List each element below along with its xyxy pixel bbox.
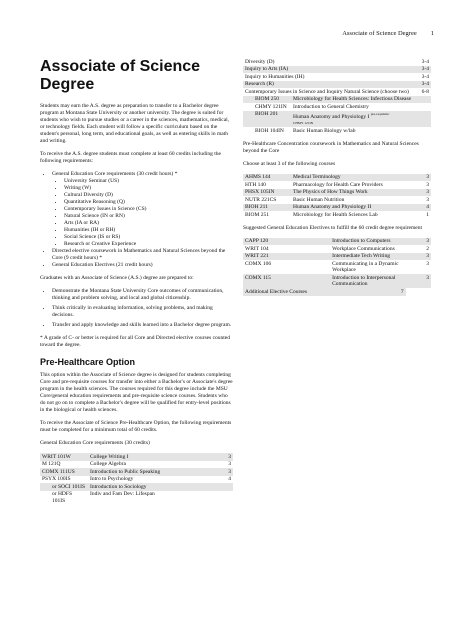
- table-row: [40, 453, 233, 461]
- receive-paragraph: To receive the A.S. degree students must complete at least 60 credits including the following requirements:: [40, 151, 221, 164]
- outcome-item: • Demonstrate the Montana State University Core outcomes of communication, thinking and problem solving, and local and global citizenship.: [52, 288, 233, 302]
- course-code: HTH 140: [245, 181, 266, 188]
- requirement-name: Diversity (D): [245, 58, 275, 65]
- course-name: [291, 103, 431, 111]
- table-row: [243, 58, 431, 66]
- table-row: [243, 211, 431, 219]
- course-name: Indiv and Fam Dev: Lifespan: [90, 491, 155, 497]
- table-row: [243, 260, 431, 274]
- page-number: 1: [430, 30, 434, 37]
- table-row: [243, 88, 431, 96]
- table-row: [243, 66, 431, 74]
- course-code: or SOCI 101IS: [40, 483, 88, 491]
- course-name: Human Anatomy and Physiology II: [291, 204, 417, 212]
- req-core: • General Education Core requirements (30 credit hours) * • University Seminar (US) • Writing (W) • Cultural Diversity (D) • Quantitative Reasoning (Q) • Contemporary Issues in Science (CS) • Natural Science (IN or RN) • Arts (IA or RA) • Humanities (IH or RH) • Social Science (IS or RS) • Research or Creative Experience: [52, 171, 233, 248]
- core-item: • Contemporary Issues in Science (CS): [64, 206, 233, 213]
- additional-credits: 7: [330, 288, 405, 296]
- requirement-name: Contemporary Issues in Science and Inquiry Natural Science (choose two): [245, 88, 409, 95]
- core-table-title: General Education Core requirements (30 credits): [40, 440, 150, 446]
- course-credits: 3: [426, 181, 429, 188]
- course-credits: [219, 491, 233, 505]
- req-electives: • General Education Electives (21 credit hours): [52, 262, 233, 269]
- course-name: Basic Human Nutrition: [293, 196, 345, 203]
- choose-paragraph: Choose at least 3 of the following courses: [243, 160, 336, 167]
- running-header: [342, 30, 434, 37]
- course-credits: 3: [426, 260, 429, 267]
- page-title: Associate of Science Degree: [40, 58, 201, 93]
- course-title: Basic Human Biology w/lab: [293, 127, 356, 134]
- intro-paragraph: Students may earn the A.S. degree as preparation to transfer to a Bachelor degree program at Montana State University or another university. The degree is suited for students who wish to pursue studies or a career in the sciences, mathematics, medical, or technology fields. Each student will follow a specific curriculum based on the student's personal, long term, and educational goals, as well as entering skills in math and writing.: [40, 103, 230, 144]
- concentration-paragraph: Pre-Healthcare Concentration coursework in Mathematics and Natural Sciences beyond the Core: [243, 140, 419, 154]
- table-row: [243, 111, 431, 128]
- suggested-table: [243, 238, 431, 296]
- course-name: College Writing I: [88, 453, 219, 461]
- core-item: • Research or Creative Experience: [64, 241, 233, 248]
- table-row: [243, 103, 431, 111]
- course-name: [291, 111, 431, 128]
- course-code: WRIT 221: [243, 253, 330, 261]
- core-item: • Writing (W): [64, 185, 233, 192]
- course-code: BIOM 250: [243, 96, 291, 104]
- table-row: [243, 96, 431, 104]
- table-row: [40, 476, 233, 484]
- prehealth-paragraph-1: This option within the Associate of Science degree is designed for students completing Core and pre-requisite courses for transfer into either a Bachelor's or Associate's degree program in the health sciences. The courses required for this degree include the MSU Core/general education requirements and pre-requisite science courses. Students who do not go on to complete a Bachelor's degree will be qualified for entry-level positions in the biological or health sciences.: [40, 372, 233, 413]
- outcome-item: • Think critically in evaluating information, solving problems, and making decisions.: [52, 305, 233, 319]
- right-column: [243, 58, 431, 296]
- core-item: • Cultural Diversity (D): [64, 192, 233, 199]
- table-row: [40, 483, 233, 491]
- course-name: [291, 96, 431, 104]
- requirement-credits: 3-4: [417, 81, 431, 89]
- course-credits: 3: [417, 189, 431, 197]
- course-name: [291, 127, 431, 135]
- course-name: Workplace Communications: [332, 245, 395, 252]
- course-code: COMX 106: [245, 260, 272, 267]
- additional-name: Additional Elective Courses: [243, 288, 330, 296]
- course-title: Introduction to General Chemistry: [293, 103, 369, 110]
- course-code: BIOH 211: [243, 204, 291, 212]
- table-row: [40, 491, 233, 505]
- requirements-list: [40, 171, 233, 269]
- requirement-credits: 3-4: [417, 66, 431, 74]
- table-row: [243, 274, 431, 288]
- course-code: BIOM 251: [245, 211, 269, 218]
- table-row: [40, 468, 233, 476]
- left-column: [40, 58, 233, 505]
- course-name: Intermediate Tech Writing: [330, 253, 405, 261]
- outcomes-list: [40, 288, 233, 329]
- course-credits: 3: [406, 238, 431, 246]
- course-credits: 4: [417, 204, 431, 212]
- course-name: Intro to Psychology: [90, 476, 134, 482]
- course-credits: 3: [219, 453, 233, 461]
- table-row: [40, 461, 233, 469]
- course-code: BIOH 104IN: [255, 127, 284, 134]
- table-row: [243, 238, 431, 246]
- course-title: Human Anatomy and Physiology I: [293, 113, 370, 120]
- course-credits: 2: [426, 245, 429, 252]
- requirement-credits: 3-4: [421, 58, 429, 65]
- course-code: PSYX 100IS: [42, 476, 71, 482]
- core-items-list: [52, 178, 233, 248]
- course-name: Introduction to Public Speaking: [88, 468, 219, 476]
- course-name: Communicating in a Dynamic Workplace: [332, 260, 399, 274]
- table-row: [243, 204, 431, 212]
- prerequisite-note: pre-requisite:: [370, 112, 390, 116]
- course-code: CAPP 120: [243, 238, 330, 246]
- course-credits: 3: [228, 461, 231, 467]
- core-item: • Arts (IA or RA): [64, 220, 233, 227]
- table-row: [243, 253, 431, 261]
- course-name: College Algebra: [90, 461, 126, 467]
- course-credits: 3: [426, 196, 429, 203]
- table-row: [243, 181, 431, 189]
- course-credits: 3: [417, 174, 431, 182]
- requirement-credits: 3-4: [421, 73, 429, 80]
- course-code: WRIT 104: [245, 245, 269, 252]
- table-row: [243, 127, 431, 135]
- course-code: CHMY 121IN: [255, 103, 287, 110]
- course-name: Introduction to Computers: [330, 238, 405, 246]
- prehealth-heading: Pre-Healthcare Option: [40, 357, 136, 367]
- requirement-name: Research (R): [243, 81, 417, 89]
- course-credits: 1: [426, 211, 429, 218]
- table-row: [243, 245, 431, 253]
- course-credits: 3: [219, 468, 233, 476]
- course-code: PHSX 105IN: [243, 189, 291, 197]
- core-item: • Quantitative Reasoning (Q): [64, 199, 233, 206]
- requirement-name: Inquiry to Arts (IA): [243, 66, 417, 74]
- core-table: [40, 453, 233, 505]
- footnote: * A grade of C- or better is required for all Core and Directed elective courses counted toward the degree.: [40, 335, 230, 348]
- core-item: • Humanities (IH or RH): [64, 227, 233, 234]
- prerequisite-course: CHMY 121IN: [293, 121, 314, 126]
- course-code: BIOH 201: [243, 111, 291, 128]
- table-row: [243, 81, 431, 89]
- course-name: The Physics of How Things Work: [291, 189, 417, 197]
- course-code: COMX 115: [243, 274, 330, 288]
- requirement-name: Inquiry to Humanities (IH): [245, 73, 305, 80]
- course-credits: [219, 483, 233, 491]
- course-code: WRIT 101W: [40, 453, 88, 461]
- course-title: Microbiology for Health Sciences: Infectious Disease: [293, 96, 412, 102]
- course-name: Microbiology for Health Sciences Lab: [293, 211, 378, 218]
- course-code: NUTR 221CS: [245, 196, 277, 203]
- choose-table: [243, 174, 431, 219]
- graduates-paragraph: Graduates with an Associate of Science (A.S.) degree are prepared to:: [40, 275, 194, 281]
- req-directed: • Directed elective coursework in Mathematics and Natural Sciences beyond the Core (9 credit hours) *: [52, 248, 233, 262]
- course-credits: 3: [406, 274, 431, 288]
- course-code: or HDFS 101IS: [52, 491, 73, 504]
- core-item: • Social Science (IS or RS): [64, 234, 233, 241]
- course-name: Medical Terminology: [291, 174, 417, 182]
- course-credits: 4: [228, 476, 231, 482]
- header-title: Associate of Science Degree: [342, 30, 417, 37]
- prehealth-paragraph-2: To receive the Associate of Science Pre-Healthcare Option, the following requirements must be completed for a minimum total of 60 credits.: [40, 420, 232, 433]
- course-code: AHMS 144: [243, 174, 291, 182]
- table-row: [243, 189, 431, 197]
- core-item: • University Seminar (US): [64, 178, 233, 185]
- additional-row: [243, 288, 431, 296]
- distribution-table: [243, 58, 431, 135]
- course-name: Introduction to Sociology: [88, 483, 219, 491]
- course-code: COMX 111US: [40, 468, 88, 476]
- table-row: [243, 174, 431, 182]
- core-item: • Natural Science (IN or RN): [64, 213, 233, 220]
- outcome-item: • Transfer and apply knowledge and skills learned into a Bachelor degree program.: [52, 322, 233, 329]
- requirement-credits: 6-8: [421, 88, 429, 95]
- course-name: Pharmacology for Health Care Providers: [293, 181, 383, 188]
- table-row: [243, 196, 431, 204]
- table-row: [243, 73, 431, 81]
- course-credits: 3: [406, 253, 431, 261]
- course-code: M 121Q: [42, 461, 61, 467]
- suggested-paragraph: Suggested General Education Electives to fulfill the 60 credit degree requirement: [243, 224, 422, 231]
- course-name: Introduction to Interpersonal Communication: [330, 274, 405, 288]
